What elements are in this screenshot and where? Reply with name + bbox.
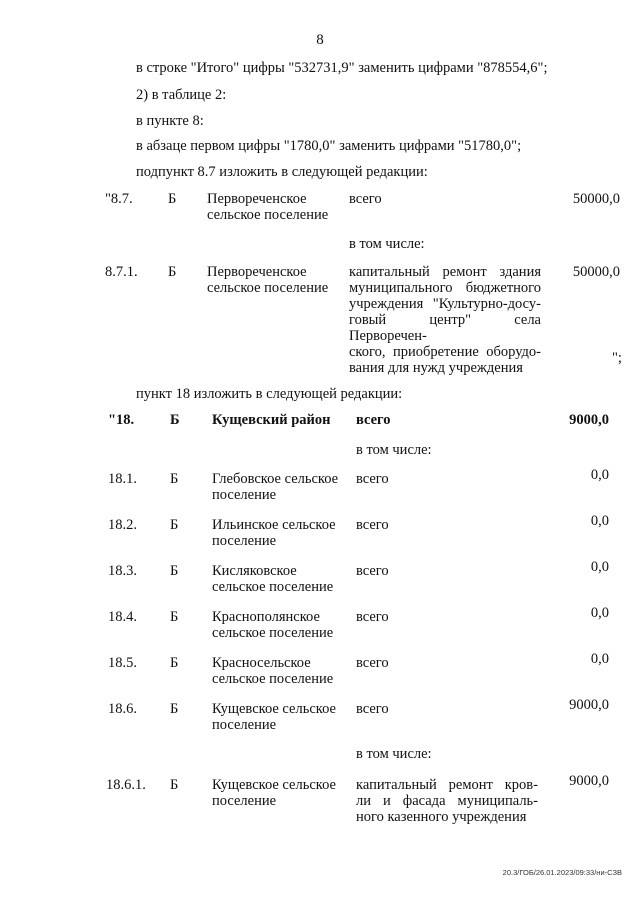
row-amount: 9000,0 [569,697,609,713]
desc-line: капитальный ремонт здания [349,264,541,280]
desc-line: ли и фасада муниципаль- [356,793,538,809]
paragraph-table2: 2) в таблице 2: [136,87,227,103]
row-number: "8.7. [105,191,133,207]
row-category: Б [170,517,179,533]
row-number: "18. [108,412,135,428]
desc-line: ского, приобретение оборудо- [349,344,541,360]
row-amount: 50000,0 [572,191,620,207]
row-name: Кущевский район [212,412,331,428]
row-number: 18.4. [108,609,137,625]
row-category: Б [170,563,179,579]
row-category: Б [170,777,179,793]
row-name: Кущевское сельское поселение [212,701,336,733]
desc-line: говый центр" села Перворечен- [349,312,541,344]
row-name: Глебовское сельское поселение [212,471,339,503]
paragraph-itogo: в строке "Итого" цифры "532731,9" заменить цифрами "878554,6"; [136,60,548,76]
page-number: 8 [316,32,324,48]
paragraph-first-abzac: в абзаце первом цифры "1780,0" заменить цифрами "51780,0"; [136,138,522,154]
row-number: 18.6. [108,701,137,717]
row-name: Кущевское сельское поселение [212,777,336,809]
row-number: 18.6.1. [106,777,146,793]
row-description [356,777,538,825]
row-number: 18.5. [108,655,137,671]
row-category: Б [170,655,179,671]
row-description: всего [356,701,389,717]
row-category: Б [170,609,179,625]
document-footer-code: 20.3/ГОБ/26.01.2023/09:33/ни-СЗВ [502,868,622,877]
row-category: Б [170,471,179,487]
row-number: 18.2. [108,517,137,533]
row-number: 8.7.1. [105,264,138,280]
row-category: Б [168,191,177,207]
row-category: Б [170,412,180,428]
row-name: Первореченское сельское поселение [207,264,329,296]
row-name: Первореченское сельское поселение [207,191,329,223]
paragraph-point8: в пункте 8: [136,113,204,129]
row-amount: 50000,0 [572,264,620,280]
row-name: Краснополянское сельское поселение [212,609,334,641]
row-category: Б [168,264,177,280]
row-description: всего [356,412,391,428]
in-that-label: в том числе: [349,236,425,252]
in-that-label: в том числе: [356,746,432,762]
row-description [349,264,541,376]
desc-line: вания для нужд учреждения [349,360,523,376]
row-description: всего [356,563,389,579]
row-description: всего [356,655,389,671]
row-amount: 0,0 [590,467,609,483]
paragraph-point18: пункт 18 изложить в следующей редакции: [136,386,403,402]
row-description: всего [356,471,389,487]
row-amount: 0,0 [590,605,609,621]
row-description: всего [356,609,389,625]
row-name: Красносельское сельское поселение [212,655,334,687]
row-name: Ильинское сельское поселение [212,517,336,549]
desc-line: муниципального бюджетного [349,280,541,296]
row-name: Кисляковское сельское поселение [212,563,334,595]
row-amount: 0,0 [590,559,609,575]
desc-line: капитальный ремонт кров- [356,777,538,793]
in-that-label: в том числе: [356,442,432,458]
row-category: Б [170,701,179,717]
row-description: всего [356,517,389,533]
row-amount: 9000,0 [569,773,609,789]
desc-line: учреждения "Культурно-досу- [349,296,541,312]
desc-line: ного казенного учреждения [356,809,527,825]
row-amount: 0,0 [590,651,609,667]
row-amount: 0,0 [590,513,609,529]
paragraph-subpoint87: подпункт 8.7 изложить в следующей редакции: [136,164,428,180]
closing-quote: "; [612,350,622,366]
row-number: 18.3. [108,563,137,579]
row-description: всего [349,191,382,207]
row-amount: 9000,0 [569,412,609,428]
row-number: 18.1. [108,471,137,487]
